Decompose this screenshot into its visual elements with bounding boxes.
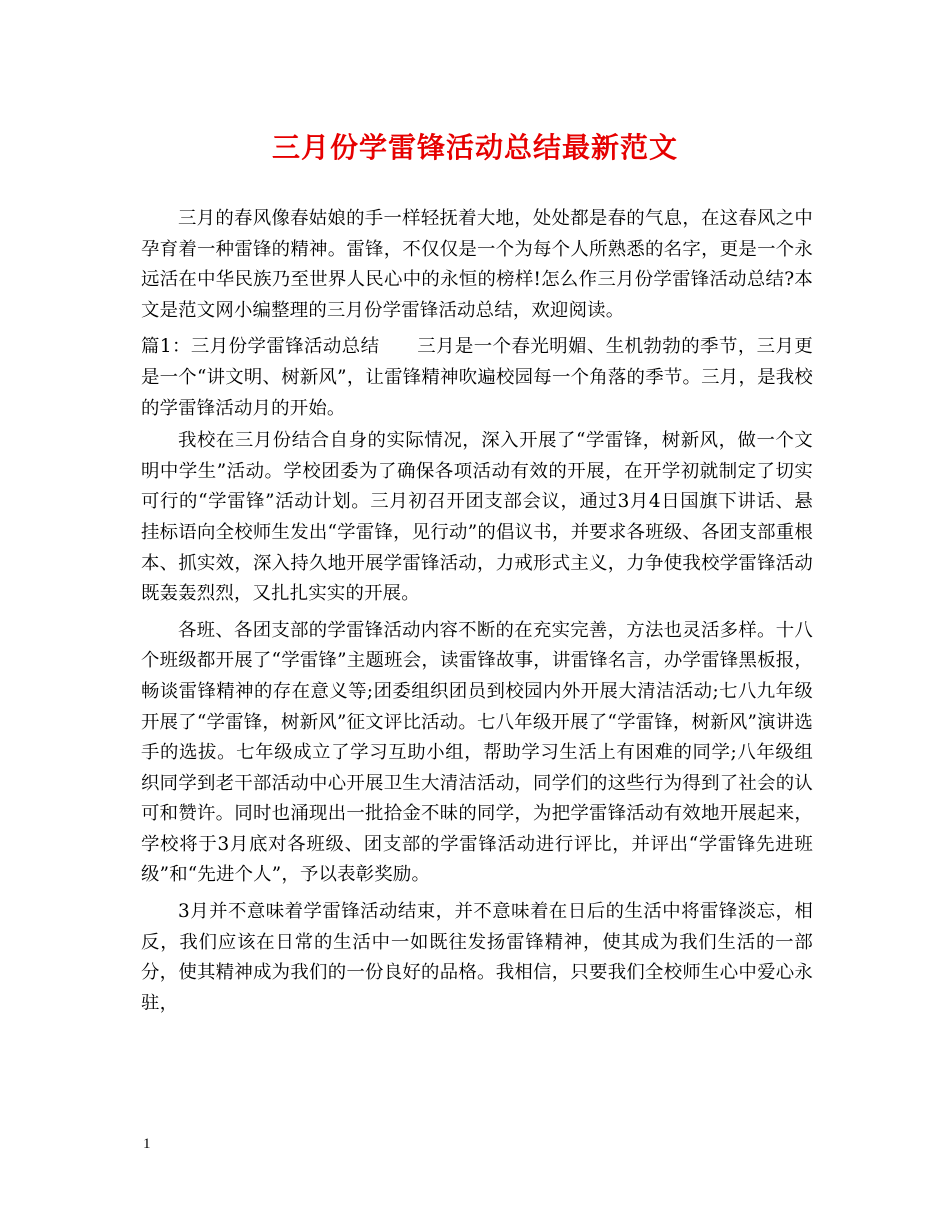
paragraph-4: 3月并不意味着学雷锋活动结束，并不意味着在日后的生活中将雷锋淡忘，相反，我们应该在日常的生活中一如既往发扬雷锋精神，使其成为我们生活的一部分，使其精神成为我们的一份良好的品格。我相信，只要我们全校师生心中爱心永驻， <box>141 901 813 1014</box>
paragraph-intro: 三月的春风像春姑娘的手一样轻抚着大地，处处都是春的气息，在这春风之中孕育着一种雷锋的精神。雷锋，不仅仅是一个为每个人所熟悉的名字，更是一个永远活在中华民族乃至世界人民心中的永恒的榜样!怎么作三月份学雷锋活动总结?本文是范文网小编整理的三月份学雷锋活动总结，欢迎阅读。 <box>141 208 813 321</box>
document-body <box>141 204 813 1025</box>
page-number: 1 <box>143 1136 151 1152</box>
paragraph-2: 我校在三月份结合自身的实际情况，深入开展了“学雷锋，树新风，做一个文明中学生”活动。学校团委为了确保各项活动有效的开展，在开学初就制定了切实可行的“学雷锋”活动计划。三月初召开团支部会议，通过3月4日国旗下讲话、悬挂标语向全校师生发出“学雷锋，见行动”的倡议书，并要求各班级、各团支部重根本、抓实效，深入持久地开展学雷锋活动，力戒形式主义，力争使我校学雷锋活动既轰轰烈烈，又扎扎实实的开展。 <box>141 430 813 605</box>
paragraph-piece-1: 篇1：三月份学雷锋活动总结 三月是一个春光明媚、生机勃勃的季节，三月更是一个“讲文明、树新风”，让雷锋精神吹遍校园每一个角落的季节。三月，是我校的学雷锋活动月的开始。 <box>141 336 813 419</box>
paragraph-3: 各班、各团支部的学雷锋活动内容不断的在充实完善，方法也灵活多样。十八个班级都开展了“学雷锋”主题班会，读雷锋故事，讲雷锋名言，办学雷锋黑板报，畅谈雷锋精神的存在意义等;团委组织团员到校园内外开展大清洁活动;七八九年级开展了“学雷锋，树新风”征文评比活动。七八年级开展了“学雷锋，树新风”演讲选手的选拔。七年级成立了学习互助小组，帮助学习生活上有困难的同学;八年级组织同学到老干部活动中心开展卫生大清洁活动，同学们的这些行为得到了社会的认可和赞许。同时也涌现出一批拾金不昧的同学，为把学雷锋活动有效地开展起来，学校将于3月底对各班级、团支部的学雷锋活动进行评比，并评出“学雷锋先进班级”和“先进个人”，予以表彰奖励。 <box>141 619 813 886</box>
document-title: 三月份学雷锋活动总结最新范文 <box>271 131 678 164</box>
